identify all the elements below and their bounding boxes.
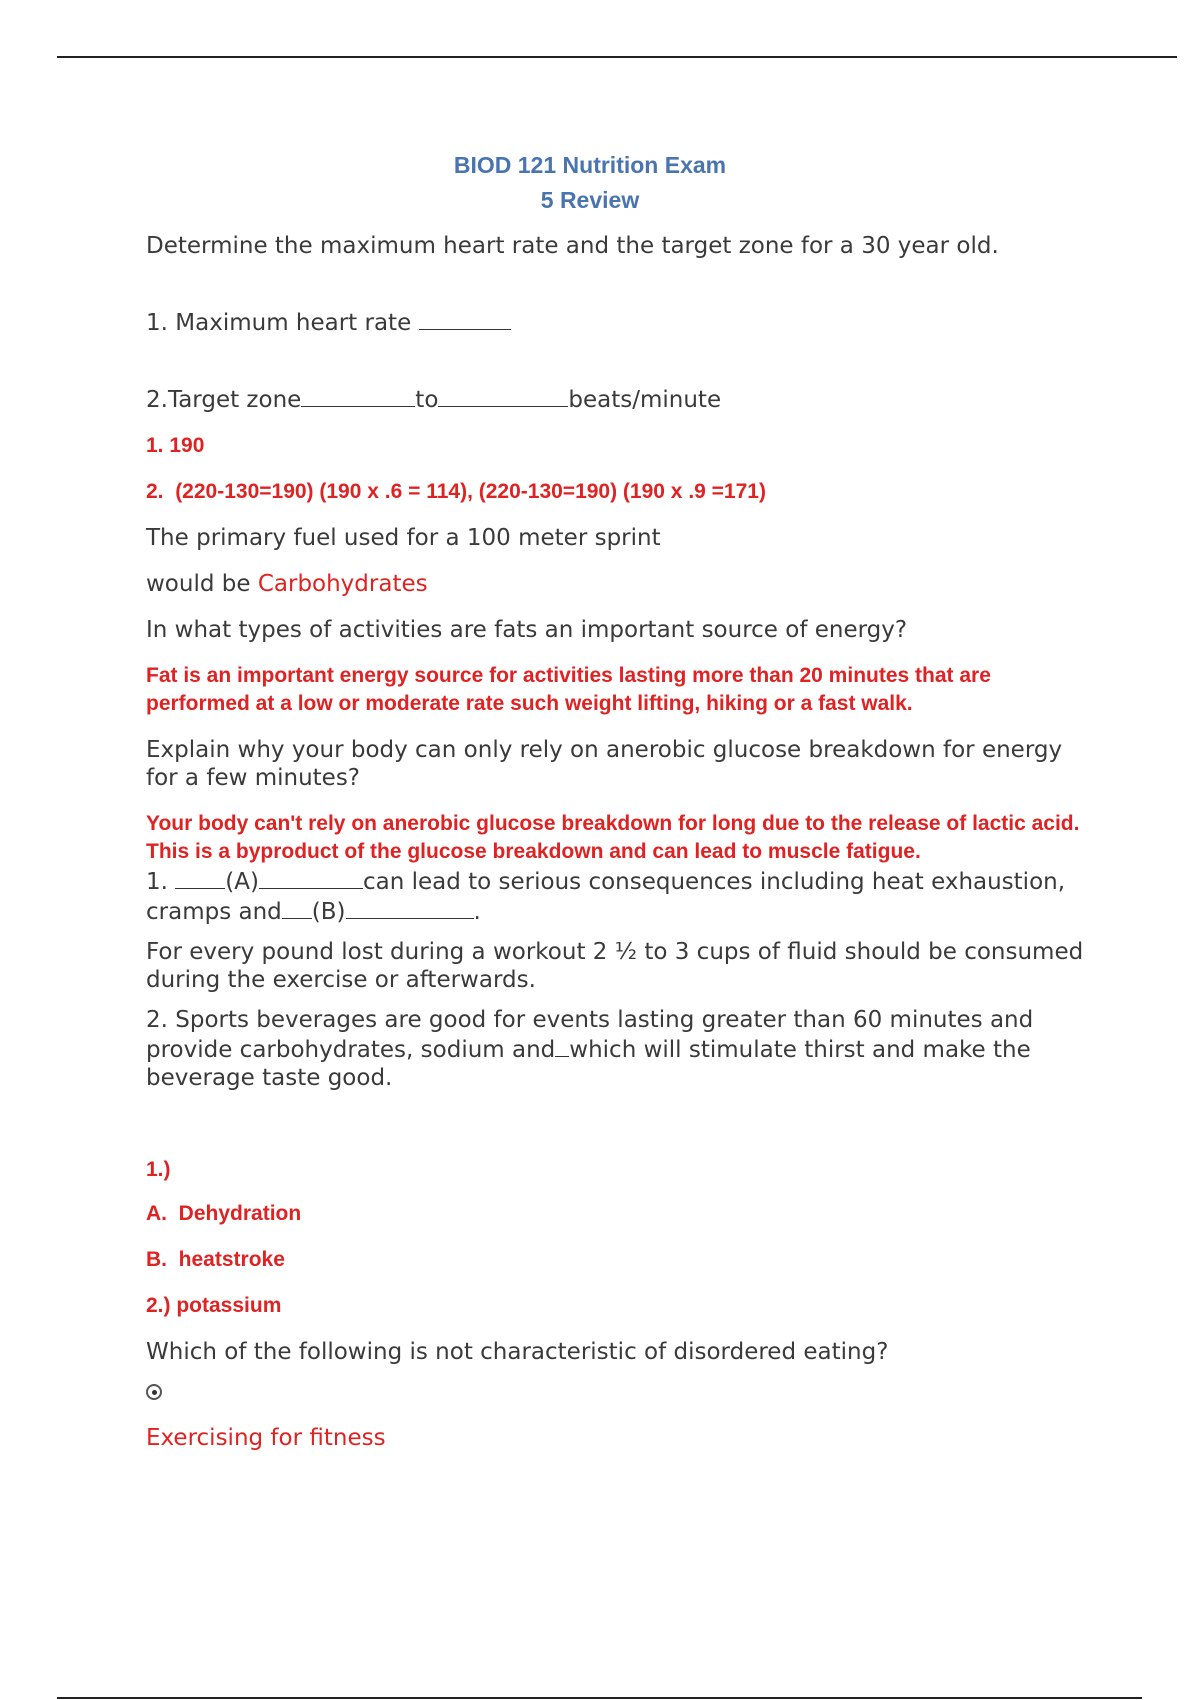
page-subtitle: 5 Review: [540, 187, 640, 213]
question-label-end: beats/minute: [568, 387, 722, 413]
document-body: [146, 232, 1096, 1452]
bottom-rule: [57, 1697, 1142, 1699]
question-number: 2.: [146, 387, 168, 413]
radio-button-icon[interactable]: [146, 1384, 162, 1400]
intro-text: Determine the maximum heart rate and the target zone for a 30 year old.: [146, 233, 999, 259]
title-block: [0, 148, 1180, 218]
fill-answer-2: 2.) potassium: [146, 1294, 282, 1317]
answer-number: 2.: [146, 480, 164, 503]
answer-blank-low: [301, 384, 415, 407]
page-title: BIOD 121 Nutrition Exam: [453, 152, 727, 178]
answer-blank-sports: [555, 1034, 569, 1057]
blank-b-label: (B): [311, 899, 346, 925]
blank-a-label: (A): [225, 869, 259, 895]
question-label: Target zone: [167, 387, 302, 413]
fats-question: In what types of activities are fats an important source of energy?: [146, 617, 908, 643]
question-target-zone: [146, 384, 1096, 414]
fuel-answer: Carbohydrates: [257, 571, 428, 597]
answer-text: Dehydration: [178, 1202, 302, 1225]
answer-text: heatstroke: [178, 1248, 285, 1271]
question-label: Maximum heart rate: [175, 310, 412, 336]
question-max-heart-rate: [146, 307, 1096, 337]
sports-text-end: which will stimulate thirst and make the beverage taste good.: [146, 1037, 1031, 1091]
top-rule: [57, 56, 1177, 58]
answer-target-zone: [146, 478, 1096, 506]
answer-blank-a-prefix: [175, 866, 225, 889]
fuel-question: The primary fuel used for a 100 meter sprint: [146, 525, 661, 551]
answer-blank-b-prefix: [282, 896, 312, 919]
anaerobic-question: Explain why your body can only rely on anerobic glucose breakdown for energy for a few minutes?: [146, 737, 1063, 791]
answer-letter: B.: [146, 1248, 167, 1271]
fill-in-text: can lead to serious consequences including heat exhaustion, cramps and: [146, 869, 1066, 925]
sports-beverage-question: [146, 1006, 1096, 1092]
fill-answer-heading: 1.): [146, 1158, 171, 1181]
fuel-prefix: would be: [146, 571, 258, 597]
question-label-mid: to: [415, 387, 439, 413]
fill-answer-b: [146, 1246, 1096, 1274]
fill-answer-a: [146, 1200, 1096, 1228]
answer-blank-high: [438, 384, 568, 407]
fluid-statement: For every pound lost during a workout 2 ½ to 3 cups of fluid should be consumed during the exercise or afterwards.: [146, 939, 1084, 993]
answer-blank-a: [259, 866, 363, 889]
answer-blank: [419, 307, 511, 330]
disordered-eating-answer: Exercising for fitness: [146, 1425, 386, 1451]
question-number: 1.: [146, 310, 168, 336]
sports-text-start: 2. Sports beverages are good for events lasting greater than 60 minutes and provide carbohydrates, sodium and: [146, 1007, 1034, 1063]
answer-letter: A.: [146, 1202, 167, 1225]
fill-in-question-1: [146, 866, 1096, 926]
question-number: 1.: [146, 869, 168, 895]
disordered-eating-question: Which of the following is not characteristic of disordered eating?: [146, 1339, 889, 1365]
answer-max-heart-rate: 1. 190: [146, 434, 205, 457]
fuel-answer-line: [146, 570, 1096, 598]
fill-in-end: .: [473, 899, 481, 925]
answer-blank-b: [346, 896, 474, 919]
option-row: [146, 1384, 1096, 1406]
fats-answer: Fat is an important energy source for activities lasting more than 20 minutes that are performed at a low or moderate rate such weight lifting, hiking or a fast walk.: [146, 664, 991, 715]
anaerobic-answer: Your body can't rely on anerobic glucose breakdown for long due to the release of lactic acid. This is a byproduct of the glucose breakdown and can lead to muscle fatigue.: [146, 812, 1080, 863]
answer-text: (220-130=190) (190 x .6 = 114), (220-130=190) (190 x .9 =171): [175, 480, 766, 503]
